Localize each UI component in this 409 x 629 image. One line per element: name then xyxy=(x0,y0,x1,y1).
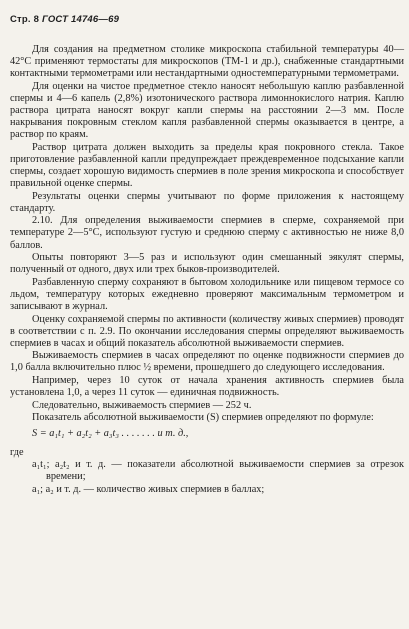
paragraph: Оценку сохраняемой спермы по активности (количеству живых спермиев) проводят в соответствии с п. 2.9. По окончании исследования спермы определяют выживаемость спермиев в часах и общий показатель абсолютной выживаемости спермиев. xyxy=(10,313,404,349)
paragraph: Для оценки на чистое предметное стекло наносят небольшую каплю разбавленной спермы и 4—6 капель (2,8%) изотонического раствора лимоннокислого натрия. Каплю раствора цитрата наносят вокруг капли спермы на расстоянии 2—3 мм. После накрывания покровным стеклом капля разбавленной спермы оказывается в центре, а раствор по краям. xyxy=(10,80,404,141)
page-number: Стр. 8 xyxy=(10,14,40,25)
document-body xyxy=(10,44,404,496)
definition-item: a₁; a₂ и т. д. — количество живых спермиев в баллах; xyxy=(32,483,265,495)
paragraph: Разбавленную сперму сохраняют в бытовом холодильнике или пищевом термосе со льдом, температуру которых ежедневно проверяют максимальным термометром и записывают в журнал. xyxy=(10,276,404,312)
definition-item: a₁t₁; a₂t₂ и т. д. — показатели абсолютной выживаемости спермиев за отрезок времени; xyxy=(32,459,404,483)
paragraph: Выживаемость спермиев в часах определяют по оценке подвижности спермиев до 1,0 балла включительно плюс ½ времени, прошедшего до следующего исследования. xyxy=(10,350,404,374)
paragraph: 2.10. Для определения выживаемости спермиев в сперме, сохраняемой при температуре 2—5°С, используют густую и среднюю сперму с активностью не ниже 8,0 баллов. xyxy=(10,215,404,251)
paragraph: Раствор цитрата должен выходить за пределы края покровного стекла. Такое приготовление разбавленной капли предупреждает преждевременное подсыхание капли спермы, создает хорошую видимость спермиев в поле зрения микроскопа и способствует правильной оценке спермы. xyxy=(10,141,404,190)
definitions-list xyxy=(10,459,404,496)
paragraph: Результаты оценки спермы учитывают по форме приложения к настоящему стандарту. xyxy=(10,190,404,214)
standard-number: ГОСТ 14746—69 xyxy=(41,14,120,25)
paragraph: Следовательно, выживаемость спермиев — 252 ч. xyxy=(32,399,252,411)
paragraph: Опыты повторяют 3—5 раз и используют один смешанный эякулят спермы, полученный от одного, двух или трех быков-производителей. xyxy=(10,252,404,276)
paragraph: Например, через 10 суток от начала хранения активность спермиев была установлена 1,0, а через 11 суток — единичная подвижность. xyxy=(10,375,404,399)
where-label: где xyxy=(10,446,24,458)
formula: S = a₁t₁ + a₂t₂ + a₃t₃ . . . . . . . и т. д., xyxy=(32,428,189,440)
page-header xyxy=(10,14,119,25)
paragraph: Для создания на предметном столике микроскопа стабильной температуры 40—42°С применяют термостаты для микроскопов (ТМ-1 и др.), снабженные стандартными контактными термометрами или нестандартными одностемпературными термометрами. xyxy=(10,44,404,80)
paragraph: Показатель абсолютной выживаемости (S) спермиев определяют по формуле: xyxy=(32,412,374,424)
